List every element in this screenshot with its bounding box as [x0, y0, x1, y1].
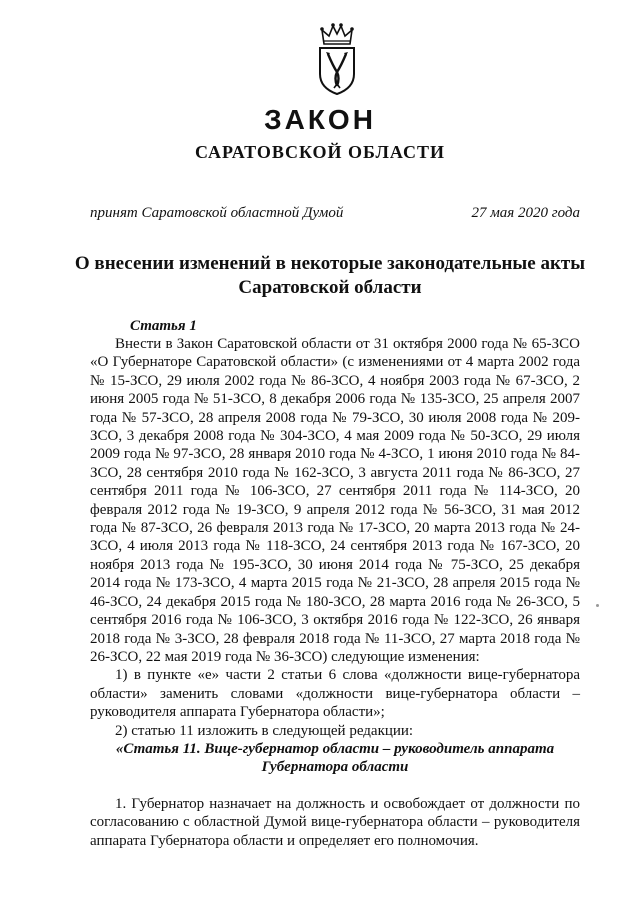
adopted-by-text: принят Саратовской областной Думой — [90, 205, 344, 221]
article-label: Статья 1 — [130, 318, 197, 334]
scan-speck — [596, 604, 599, 607]
coat-of-arms-icon — [316, 22, 358, 96]
law-title: ЗАКОН — [264, 104, 376, 135]
region-title: САРАТОВСКОЙ ОБЛАСТИ — [194, 142, 446, 162]
item-1-paragraph: 1) в пункте «е» части 2 статьи 6 слова «должности вице-губернатора области» заменить словами «должности вице-губернатора области – руководителя аппарата Губернатора области»; — [90, 667, 580, 721]
intro-paragraph: Внести в Закон Саратовской области от 31 октября 2000 года № 65-ЗСО «О Губернаторе Саратовской области» (с изменениями от 4 марта 2002 года № 15-ЗСО, 29 июля 2002 года № 86-ЗСО, 4 ноября 2003 года № 67-ЗСО, 2 июня 2005 года № 51-ЗСО, 8 декабря 2006 года № 135-ЗСО, 25 апреля 2007 года № 57-ЗСО, 28 апреля 2008 года № 79-ЗСО, 30 июля 2008 года № 209-ЗСО, 3 декабря 2008 года № 304-ЗСО, 4 мая 2009 года № 50-ЗСО, 29 июля 2009 года № 97-ЗСО, 28 января 2010 года № 4-ЗСО, 1 июня 2010 года № 84-ЗСО, 28 сентября 2010 года № 162-ЗСО, 3 августа 2011 года № 86-ЗСО, 27 сентября 2011 года № 106-ЗСО, 27 сентября 2011 года № 114-ЗСО, 20 февраля 2012 года № 19-ЗСО, 9 апреля 2012 года № 56-ЗСО, 31 мая 2012 года № 87-ЗСО, 26 февраля 2013 года № 17-ЗСО, 20 марта 2013 года № 24-ЗСО, 4 июля 2013 года № 118-ЗСО, 24 сентября 2013 года № 167-ЗСО, 20 ноября 2013 года № 195-ЗСО, 30 июня 2014 года № 75-ЗСО, 25 декабря 2014 года № 173-ЗСО, 4 марта 2015 года № 21-ЗСО, 28 апреля 2015 года № 46-ЗСО, 24 декабря 2015 года № 180-ЗСО, 28 марта 2016 года № 26-ЗСО, 5 сентября 2016 года № 106-ЗСО, 3 октября 2016 года № 122-ЗСО, 26 января 2018 года № 3-ЗСО, 28 февраля 2018 года № 11-ЗСО, 27 марта 2018 года № 26-ЗСО, 22 мая 2019 года № 36-ЗСО) следующие изменения: — [90, 336, 580, 665]
document-heading: О внесении изменений в некоторые законодательные акты Саратовской области — [74, 253, 586, 298]
item-2-paragraph: 2) статью 11 изложить в следующей редакции: — [115, 722, 414, 739]
article-11-title — [90, 740, 580, 777]
article-11-title-line-1: «Статья 11. Вице-губернатор области – руководитель аппарата — [115, 740, 555, 757]
article-11-title-line-2: Губернатора области — [261, 759, 409, 776]
adoption-date: 27 мая 2020 года — [471, 205, 580, 221]
article-11-point-1: 1. Губернатор назначает на должность и освобождает от должности по согласованию с областной Думой вице-губернатора области – руководителя аппарата Губернатора области и определяет его полномочия. — [90, 795, 580, 849]
article-body — [90, 335, 580, 850]
